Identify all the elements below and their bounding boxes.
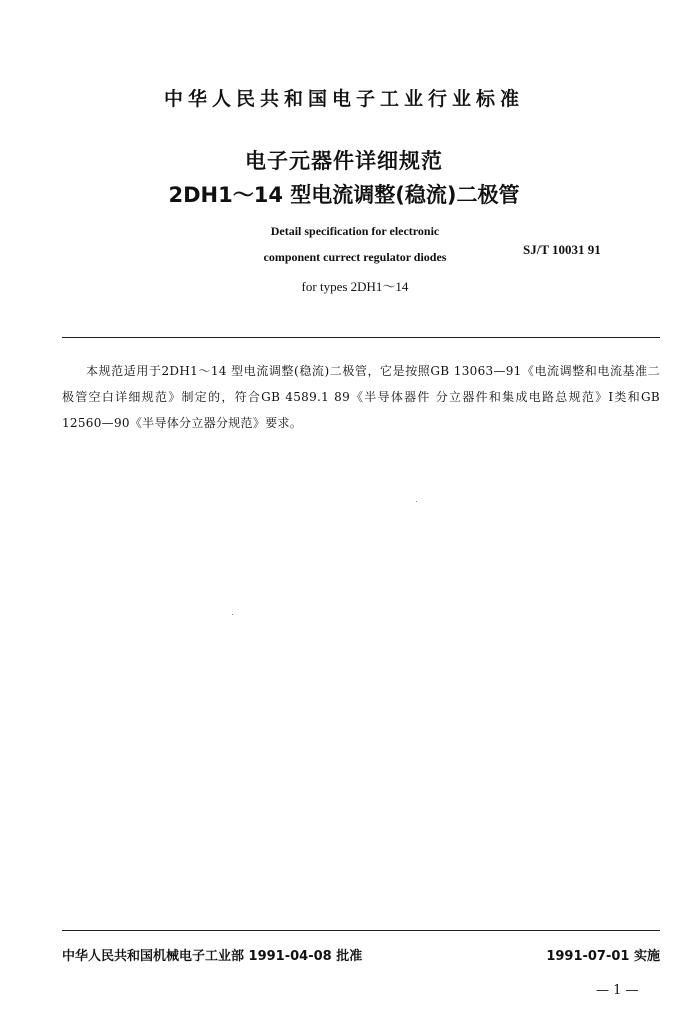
- industry-standard-heading: 中华人民共和国电子工业行业标准: [163, 88, 524, 110]
- approval-line: 中华人民共和国机械电子工业部 1991-04-08 批准: [62, 949, 363, 964]
- title-cn-line2: 2DH1～14 型电流调整(稳流)二极管: [168, 183, 520, 207]
- intro-paragraph: 本规范适用于2DH1～14 型电流调整(稳流)二极管，它是按照GB 13063—91《电流调整和电流基准二极管空白详细规范》制定的，符合GB 4589.1 89《半导体器件 分立器件和集成电路总规范》Ⅰ类和GB 12560—90《半导体分立器分规范》要求。: [62, 364, 660, 430]
- scan-speck: [232, 614, 233, 615]
- footer-divider: [62, 930, 660, 931]
- title-en-line2: component currect regulator diodes: [263, 250, 447, 264]
- title-en-line1: Detail specification for electronic: [270, 224, 440, 238]
- page-number: — 1 —: [596, 983, 639, 998]
- title-cn-line1: 电子元器件详细规范: [245, 149, 443, 173]
- header-divider: [62, 337, 660, 338]
- implementation-date: 1991-07-01 实施: [546, 949, 660, 964]
- standard-number: SJ/T 10031 91: [523, 242, 601, 257]
- title-en-line3: for types 2DH1～14: [301, 279, 409, 294]
- scan-speck: [416, 501, 417, 502]
